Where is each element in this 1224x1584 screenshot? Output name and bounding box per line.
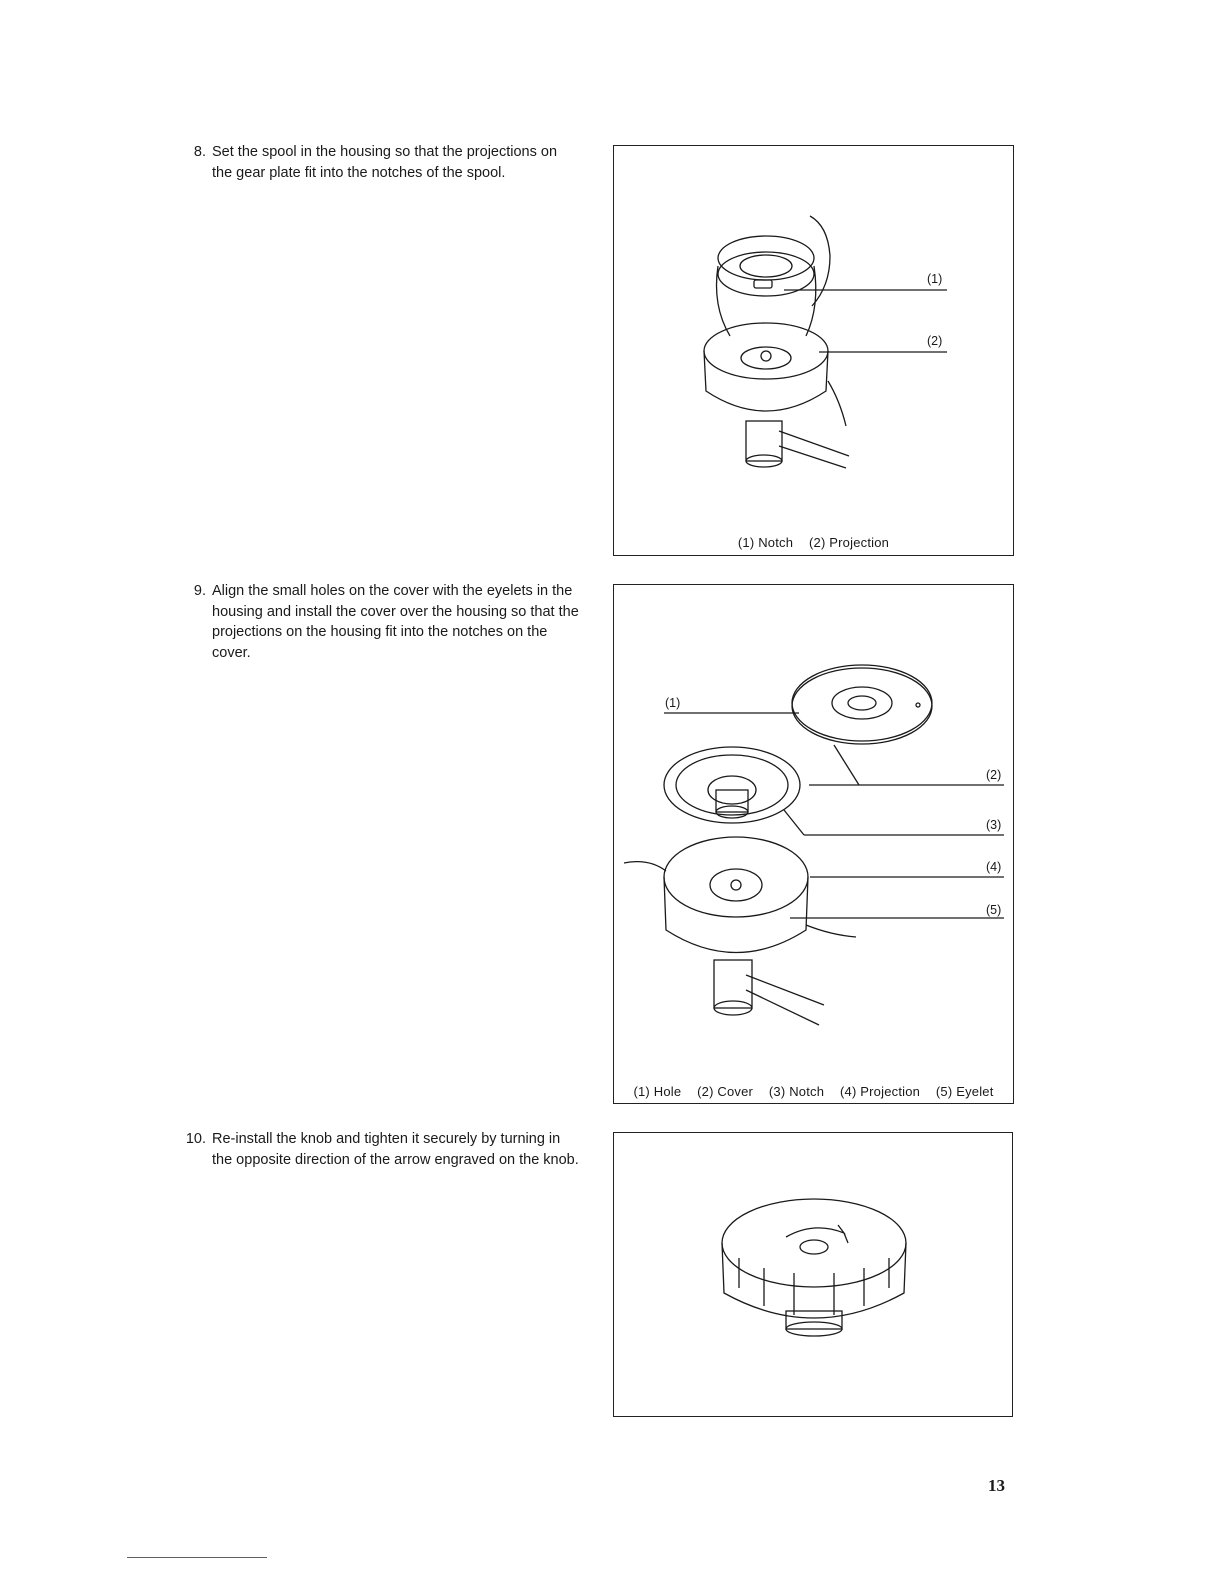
caption-item: (4) Projection	[839, 1084, 921, 1099]
figure-spool-in-housing	[613, 145, 1014, 556]
knob-illustration	[614, 1133, 1012, 1416]
cover-housing-illustration	[614, 585, 1013, 1103]
caption-item: (1) Hole	[633, 1084, 682, 1099]
page-number: 13	[988, 1476, 1005, 1495]
caption-item: (3) Notch	[768, 1084, 825, 1099]
spool-housing-illustration	[614, 146, 1013, 555]
caption-item: (2) Cover	[697, 1084, 754, 1099]
callout-5: (5)	[986, 903, 1002, 917]
step-number: 8.	[193, 144, 206, 160]
callout-3: (3)	[986, 818, 1002, 832]
figure-caption	[614, 1084, 1013, 1099]
step-number: 9.	[193, 583, 206, 599]
figure-caption	[614, 535, 1013, 550]
step-8	[178, 142, 580, 183]
step-number: 10.	[185, 1131, 206, 1147]
figure-cover-install	[613, 584, 1014, 1104]
step-9	[178, 581, 580, 663]
step-10	[178, 1129, 580, 1170]
step-text: Set the spool in the housing so that the projections on the gear plate fit into the notches of the spool.	[212, 144, 558, 181]
callout-2: (2)	[986, 768, 1002, 782]
step-text: Align the small holes on the cover with the eyelets in the housing and install the cover over the housing so that the projections on the housing fit into the notches on the cover.	[212, 583, 579, 661]
caption-item: (1) Notch	[737, 535, 794, 550]
callout-1: (1)	[665, 696, 681, 710]
callout-1: (1)	[927, 272, 943, 286]
callout-2: (2)	[927, 334, 943, 348]
callout-4: (4)	[986, 860, 1002, 874]
caption-item: (5) Eyelet	[935, 1084, 994, 1099]
figure-knob	[613, 1132, 1013, 1417]
caption-item: (2) Projection	[808, 535, 890, 550]
footer-divider	[127, 1557, 267, 1558]
step-text: Re-install the knob and tighten it securely by turning in the opposite direction of the arrow engraved on the knob.	[212, 1131, 579, 1168]
